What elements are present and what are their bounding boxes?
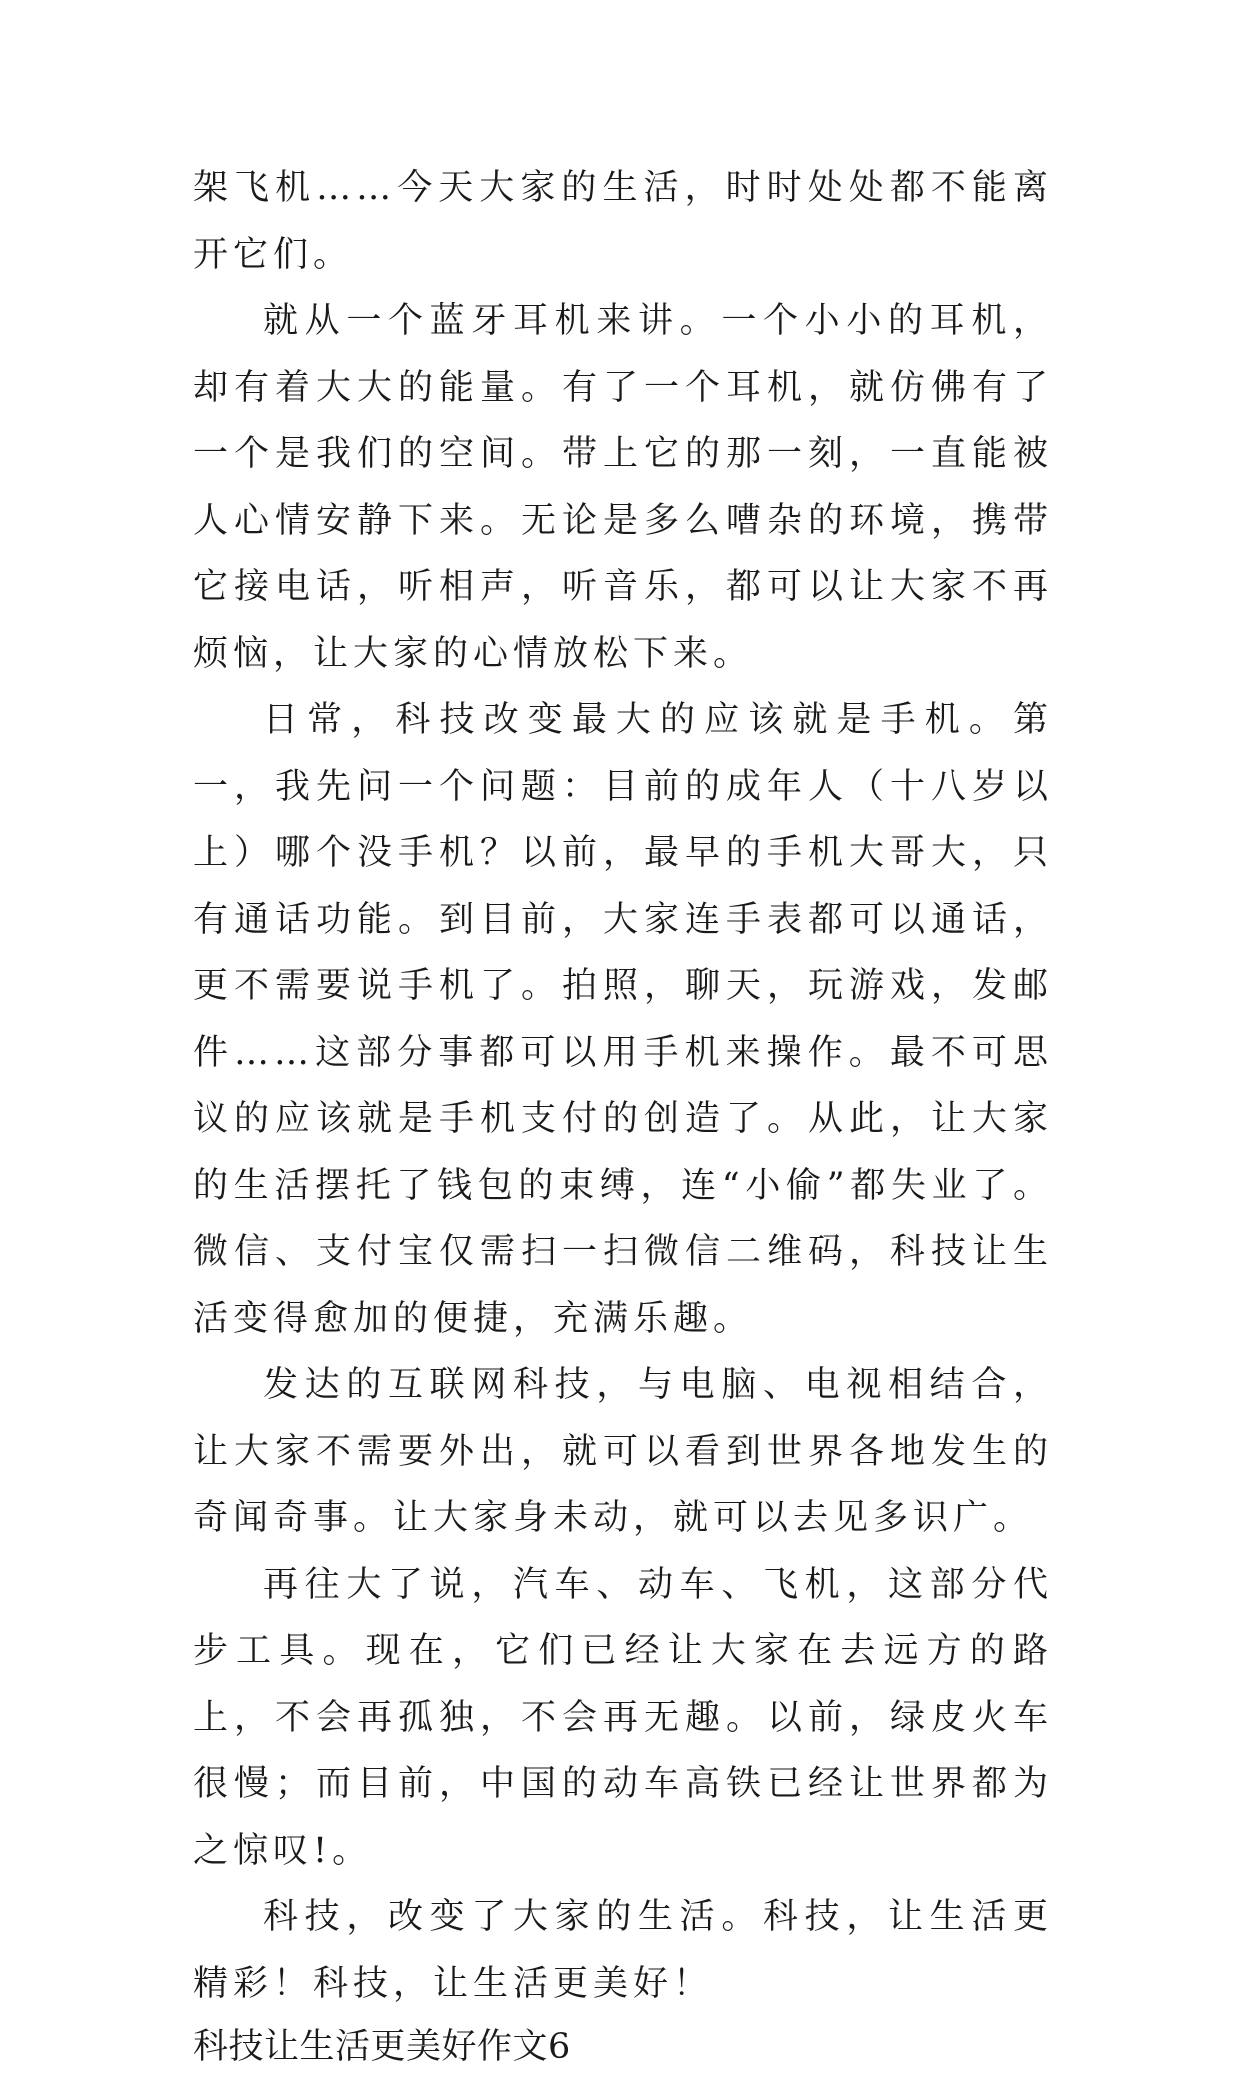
section-heading: 科技让生活更美好作文6 bbox=[193, 2027, 571, 2067]
paragraph-continuation: 架飞机……今天大家的生活，时时处处都不能离开它们。 bbox=[193, 168, 1053, 275]
paragraph-transportation: 再往大了说，汽车、动车、飞机，这部分代步工具。现在，它们已经让大家在去远方的路上，不会再孤独，不会再无趣。以前，绿皮火车很慢；而目前，中国的动车高铁已经让世界都为之惊叹!。 bbox=[193, 1564, 1053, 1871]
paragraph-conclusion: 科技，改变了大家的生活。科技，让生活更精彩！科技，让生活更美好！ bbox=[193, 1897, 1053, 2004]
paragraph-bluetooth-earphone: 就从一个蓝牙耳机来讲。一个小小的耳机，却有着大大的能量。有了一个耳机，就仿佛有了一个是我们的空间。带上它的那一刻，一直能被人心情安静下来。无论是多么嘈杂的环境，携带它接电话，听相声，听音乐，都可以让大家不再烦恼，让大家的心情放松下来。 bbox=[193, 301, 1053, 674]
paragraph-mobile-phone: 日常，科技改变最大的应该就是手机。第一，我先问一个问题：目前的成年人（十八岁以上）哪个没手机？以前，最早的手机大哥大，只有通话功能。到目前，大家连手表都可以通话，更不需要说手机了。拍照，聊天，玩游戏，发邮件……这部分事都可以用手机来操作。最不可思议的应该就是手机支付的创造了。从此，让大家的生活摆托了钱包的束缚，连“小偷”都失业了。微信、支付宝仅需扫一扫微信二维码，科技让生活变得愈加的便捷，充满乐趣。 bbox=[193, 700, 1053, 1339]
paragraph-internet: 发达的互联网科技，与电脑、电视相结合，让大家不需要外出，就可以看到世界各地发生的奇闻奇事。让大家身未动，就可以去见多识广。 bbox=[193, 1365, 1053, 1538]
document-body bbox=[193, 155, 1053, 2075]
